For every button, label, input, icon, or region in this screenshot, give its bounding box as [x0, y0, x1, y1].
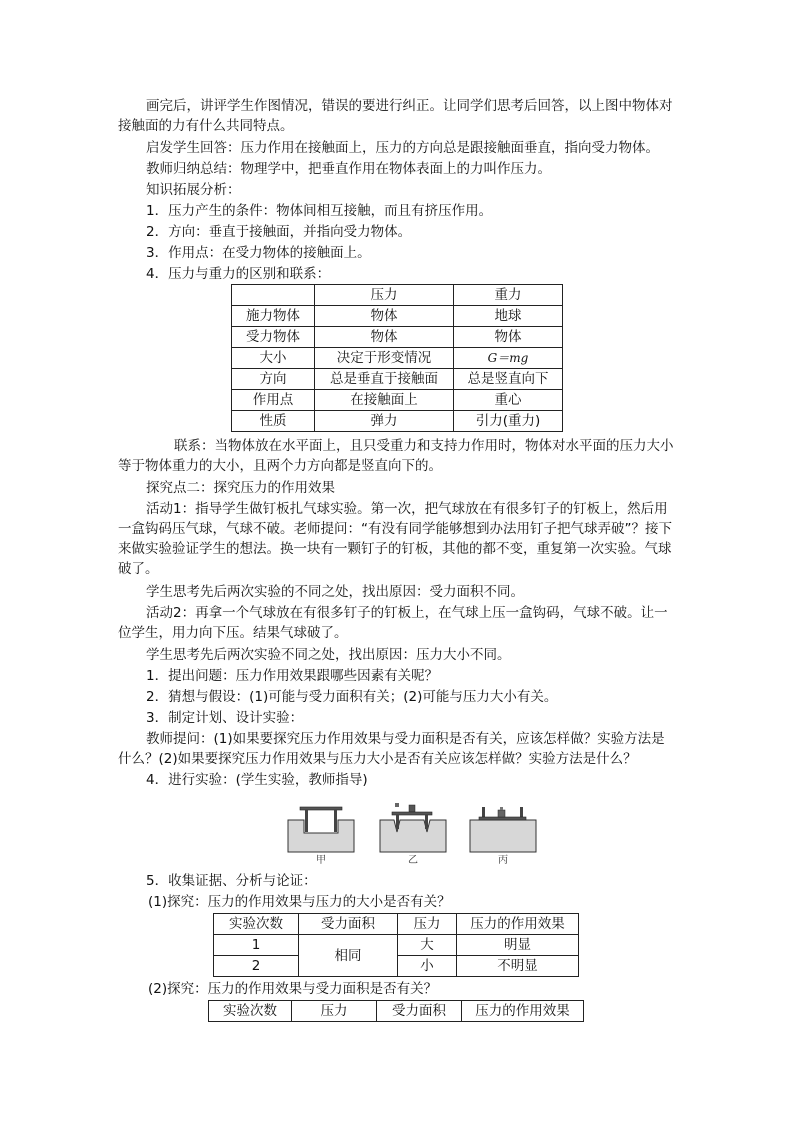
pressure-magnitude-table [213, 913, 579, 977]
table-row [232, 348, 563, 369]
table-cell: 重力 [454, 285, 563, 306]
table-cell: 大 [398, 935, 457, 956]
table-cell: 明显 [457, 935, 579, 956]
table-cell: 重心 [454, 390, 563, 411]
paragraph: 学生思考先后两次实验不同之处，找出原因：压力大小不同。 [146, 647, 511, 663]
list-item: 1．压力产生的条件：物体间相互接触，而且有挤压作用。 [146, 203, 493, 219]
table-cell: 压力的作用效果 [457, 914, 579, 935]
table-cell: 实验次数 [209, 1001, 292, 1022]
table-cell: 压力的作用效果 [462, 1001, 584, 1022]
list-item: 5．收集证据、分析与论证： [146, 873, 317, 889]
table-cell: 受力面积 [377, 1001, 462, 1022]
experiment-bing-illustration [470, 807, 536, 852]
paragraph: 知识拓展分析： [146, 182, 241, 198]
list-item: 1．提出问题：压力作用效果跟哪些因素有关呢？ [146, 668, 439, 684]
table-cell: 大小 [232, 348, 315, 369]
paragraph: 学生思考先后两次实验的不同之处，找出原因：受力面积不同。 [146, 584, 524, 600]
table-cell: 引力(重力) [454, 411, 563, 432]
table-cell [232, 285, 315, 306]
pressure-gravity-table [231, 284, 563, 432]
sub-heading: (1)探究：压力的作用效果与压力的大小是否有关？ [148, 894, 451, 910]
list-item: 3．作用点：在受力物体的接触面上。 [146, 245, 371, 261]
table-cell: 压力 [292, 1001, 377, 1022]
table-row [232, 390, 563, 411]
table-cell: 物体 [315, 306, 454, 327]
table-cell: 物体 [454, 327, 563, 348]
table-cell: 地球 [454, 306, 563, 327]
list-item: 4．压力与重力的区别和联系： [146, 266, 331, 282]
paragraph: 画完后，讲评学生作图情况，错误的要进行纠正。让同学们思考后回答，以上图中物体对接触面的力有什么共同特点。 [118, 98, 673, 134]
table-header-row [232, 285, 563, 306]
formula-cell: G＝mg [454, 348, 563, 369]
paragraph: 联系：当物体放在水平面上，且只受重力和支持力作用时，物体对水平面的压力大小等于物体重力的大小，且两个力方向都是竖直向下的。 [118, 438, 674, 474]
table-row [214, 935, 579, 956]
table-cell: 压力 [398, 914, 457, 935]
contact-area-table [208, 1000, 584, 1022]
table-cell: 施力物体 [232, 306, 315, 327]
figure-label-jia: 甲 [316, 855, 326, 866]
table-cell: 物体 [315, 327, 454, 348]
experiment-figure [286, 800, 538, 866]
paragraph: 活动2：再拿一个气球放在有很多钉子的钉板上，在气球上压一盒钩码，气球不破。让一位学生，用力向下压。结果气球破了。 [118, 605, 668, 641]
list-item: 4．进行实验：(学生实验，教师指导) [146, 772, 368, 788]
table-cell: 1 [214, 935, 299, 956]
table-cell: 受力物体 [232, 327, 315, 348]
paragraph: 启发学生回答：压力作用在接触面上，压力的方向总是跟接触面垂直，指向受力物体。 [146, 140, 659, 156]
table-cell: 不明显 [457, 956, 579, 977]
table-cell: 方向 [232, 369, 315, 390]
table-cell: 相同 [299, 935, 398, 977]
table-row [232, 306, 563, 327]
list-item: 2．猜想与假设：(1)可能与受力面积有关；(2)可能与压力大小有关。 [146, 689, 558, 705]
paragraph: 活动1：指导学生做钉板扎气球实验。第一次，把气球放在有很多钉子的钉板上，然后用一盒钩码压气球，气球不破。老师提问：“有没有同学能够想到办法用钉子把气球弄破”？接下来做实验验证学生的想法。换一块有一颗钉子的钉板，其他的都不变，重复第一次实验。气球破了。 [118, 501, 672, 577]
paragraph: 教师提问：(1)如果要探究压力作用效果与受力面积是否有关，应该怎样做？实验方法是什么？(2)如果要探究压力作用效果与压力大小是否有关应该怎样做？实验方法是什么？ [118, 731, 665, 767]
table-cell: 总是垂直于接触面 [315, 369, 454, 390]
table-row [232, 327, 563, 348]
table-header-row [209, 1001, 584, 1022]
experiment-jia-illustration [288, 807, 354, 852]
table-cell: 实验次数 [214, 914, 299, 935]
table-cell: 弹力 [315, 411, 454, 432]
table-cell: 小 [398, 956, 457, 977]
table-cell: 性质 [232, 411, 315, 432]
table-cell: 受力面积 [299, 914, 398, 935]
table-cell: 压力 [315, 285, 454, 306]
figure-label-bing: 丙 [498, 855, 508, 866]
experiment-yi-illustration [380, 803, 446, 852]
table-cell: 决定于形变情况 [315, 348, 454, 369]
table-cell: 总是竖直向下 [454, 369, 563, 390]
table-cell: 作用点 [232, 390, 315, 411]
table-row [232, 369, 563, 390]
list-item: 2．方向：垂直于接触面，并指向受力物体。 [146, 224, 412, 240]
table-cell: 2 [214, 956, 299, 977]
sub-heading: (2)探究：压力的作用效果与受力面积是否有关？ [148, 981, 438, 997]
paragraph: 教师归纳总结：物理学中，把垂直作用在物体表面上的力叫作压力。 [146, 161, 551, 177]
list-item: 3．制定计划、设计实验： [146, 710, 304, 726]
table-cell: 在接触面上 [315, 390, 454, 411]
section-heading: 探究点二：探究压力的作用效果 [146, 480, 335, 496]
table-header-row [214, 914, 579, 935]
table-row [232, 411, 563, 432]
figure-label-yi: 乙 [408, 855, 418, 866]
